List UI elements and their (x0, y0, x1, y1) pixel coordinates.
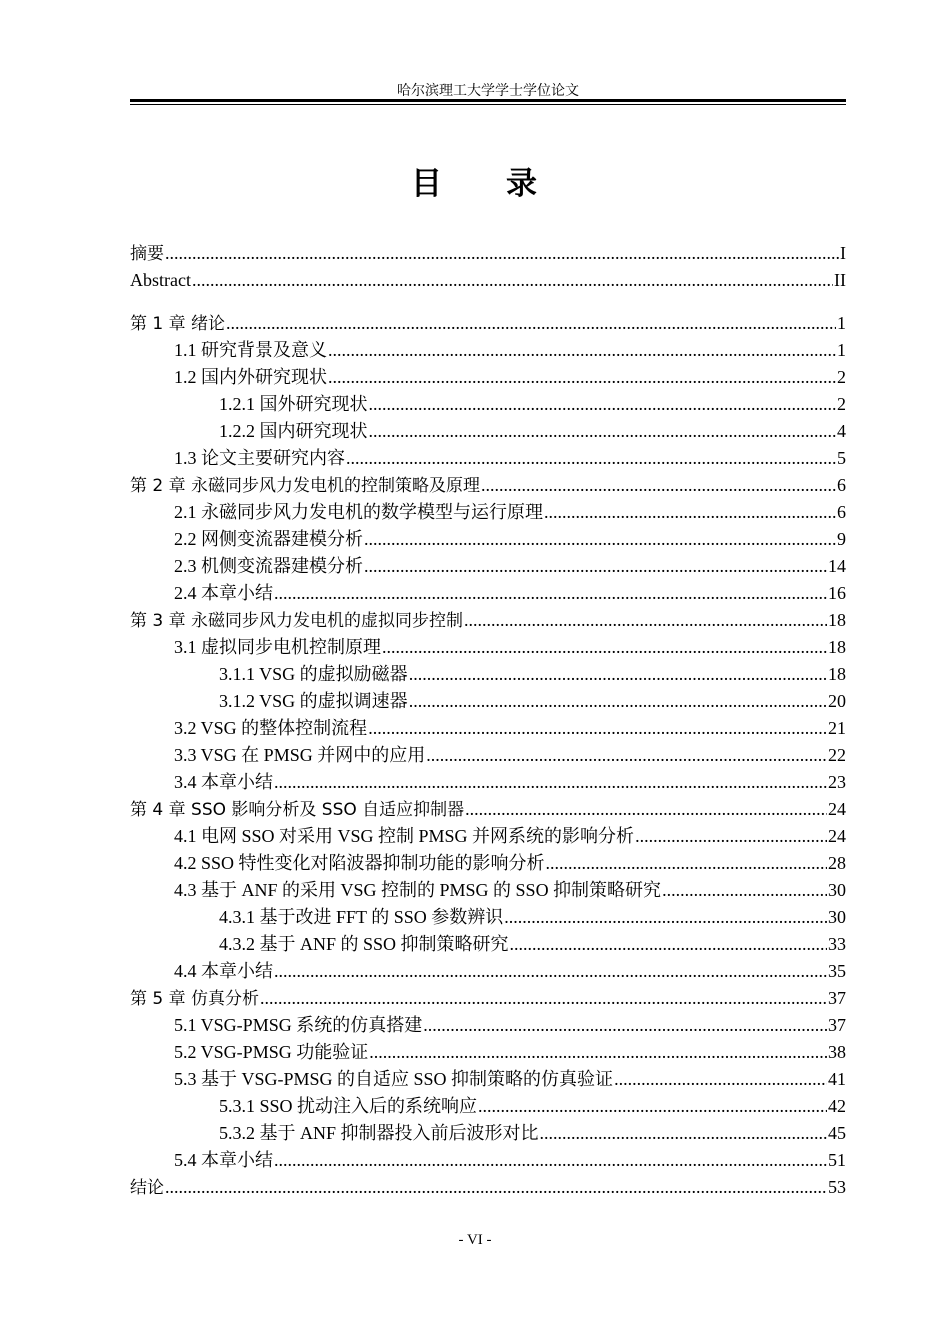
toc-entry-page: 1 (837, 340, 846, 360)
dot-leader (165, 240, 839, 267)
toc-entry[interactable] (130, 499, 846, 526)
toc-entry-page: 18 (828, 610, 846, 630)
toc-entry[interactable] (130, 310, 846, 337)
front-matter-list (130, 240, 846, 294)
dot-leader (546, 850, 827, 877)
toc-entry-page: 2 (837, 394, 846, 414)
dot-leader (423, 1012, 827, 1039)
dot-leader (464, 607, 827, 634)
toc-entry-page: 41 (828, 1069, 846, 1089)
toc-entry-page: 28 (828, 853, 846, 873)
toc-entry-title: 3.1.1 VSG 的虚拟励磁器 (219, 664, 408, 684)
toc-entry-title: 5.4 本章小结 (174, 1150, 273, 1170)
toc-entry-title: 4.4 本章小结 (174, 961, 273, 981)
toc-entry[interactable] (130, 391, 846, 418)
toc-entry[interactable] (130, 715, 846, 742)
dot-leader (274, 580, 827, 607)
dot-leader (192, 267, 833, 294)
dot-leader (481, 472, 836, 499)
toc-entry-page: 35 (828, 961, 846, 981)
dot-leader (368, 715, 827, 742)
dot-leader (226, 310, 836, 337)
toc-entry[interactable] (130, 688, 846, 715)
dot-leader (409, 661, 827, 688)
toc-entry-title: 2.2 网侧变流器建模分析 (174, 529, 363, 549)
dot-leader (369, 418, 837, 445)
toc-entry-page: 51 (828, 1150, 846, 1170)
toc-entry-title: 3.3 VSG 在 PMSG 并网中的应用 (174, 745, 426, 765)
dot-leader (544, 499, 836, 526)
toc-entry[interactable] (130, 472, 846, 499)
toc-entry-title: 1.2 国内外研究现状 (174, 367, 327, 387)
toc-entry-title: 第 2 章 永磁同步风力发电机的控制策略及原理 (130, 476, 481, 496)
toc-entry-page: 33 (828, 934, 846, 954)
toc-entry-page: 4 (837, 421, 846, 441)
dot-leader (364, 526, 836, 553)
page-header: 哈尔滨理工大学学士学位论文 (397, 84, 579, 99)
toc-entry-title: 5.2 VSG-PMSG 功能验证 (174, 1042, 369, 1062)
dot-leader (540, 1120, 827, 1147)
toc-entry-title: 5.1 VSG-PMSG 系统的仿真搭建 (174, 1015, 423, 1035)
toc-entry-title: 第 4 章 SSO 影响分析及 SSO 自适应抑制器 (130, 800, 465, 820)
toc-entry[interactable] (130, 1039, 846, 1066)
dot-leader (465, 796, 827, 823)
toc-entry-title: 4.1 电网 SSO 对采用 VSG 控制 PMSG 并网系统的影响分析 (174, 826, 635, 846)
toc-entry-title: 4.3.2 基于 ANF 的 SSO 抑制策略研究 (219, 934, 509, 954)
toc-entry-page: 45 (828, 1123, 846, 1143)
toc-entry[interactable] (130, 742, 846, 769)
dot-leader (635, 823, 827, 850)
toc-entry-title: Abstract (130, 270, 191, 290)
dot-leader (364, 553, 827, 580)
toc-entry-page: 18 (828, 664, 846, 684)
toc-entry-title: 第 1 章 绪论 (130, 314, 226, 334)
toc-entry[interactable] (130, 1093, 846, 1120)
toc-entry-page: II (834, 270, 846, 290)
toc-entry-page: 14 (828, 556, 846, 576)
dot-leader (369, 391, 837, 418)
toc-entry-title: 1.2.2 国内研究现状 (219, 421, 368, 441)
toc-entry-page: 38 (828, 1042, 846, 1062)
toc-entry-title: 2.3 机侧变流器建模分析 (174, 556, 363, 576)
toc-entry-page: 23 (828, 772, 846, 792)
toc-entry-title: 5.3.2 基于 ANF 抑制器投入前后波形对比 (219, 1123, 539, 1143)
dot-leader (382, 634, 827, 661)
toc-entry-page: 5 (837, 448, 846, 468)
toc-entry[interactable] (130, 769, 846, 796)
dot-leader (369, 1039, 827, 1066)
table-of-contents (130, 240, 846, 1201)
toc-entry-page: 22 (828, 745, 846, 765)
dot-leader (328, 364, 836, 391)
toc-entry-page: 30 (828, 880, 846, 900)
toc-entry[interactable] (130, 958, 846, 985)
toc-entry[interactable] (130, 1147, 846, 1174)
dot-leader (510, 931, 827, 958)
toc-entry-title: 摘要 (130, 244, 164, 264)
toc-entry-page: 24 (828, 799, 846, 819)
toc-entry-title: 5.3.1 SSO 扰动注入后的系统响应 (219, 1096, 478, 1116)
toc-entry[interactable] (130, 877, 846, 904)
toc-entry-title: 1.1 研究背景及意义 (174, 340, 327, 360)
toc-entry-page: 6 (837, 475, 846, 495)
dot-leader (260, 985, 827, 1012)
toc-entry-page: 37 (828, 988, 846, 1008)
toc-entry[interactable] (130, 796, 846, 823)
toc-entry[interactable] (130, 661, 846, 688)
toc-entry[interactable] (130, 1012, 846, 1039)
dot-leader (274, 769, 827, 796)
toc-entry-page: 42 (828, 1096, 846, 1116)
toc-entry-title: 4.3 基于 ANF 的采用 VSG 控制的 PMSG 的 SSO 抑制策略研究 (174, 880, 662, 900)
toc-entry-title: 结论 (130, 1178, 164, 1198)
dot-leader (426, 742, 827, 769)
toc-entry[interactable] (130, 526, 846, 553)
dot-leader (504, 904, 827, 931)
toc-entry-page: 9 (837, 529, 846, 549)
toc-entry[interactable] (130, 553, 846, 580)
toc-entry[interactable] (130, 823, 846, 850)
toc-entry-page: 53 (828, 1177, 846, 1197)
toc-entries-list (130, 310, 846, 1201)
header-rule-thick (130, 99, 846, 102)
dot-leader (662, 877, 827, 904)
toc-entry-page: I (840, 243, 846, 263)
toc-entry[interactable] (130, 445, 846, 472)
toc-entry-page: 21 (828, 718, 846, 738)
toc-entry-title: 5.3 基于 VSG-PMSG 的自适应 SSO 抑制策略的仿真验证 (174, 1069, 614, 1089)
toc-entry[interactable] (130, 1174, 846, 1201)
toc-entry-title: 4.3.1 基于改进 FFT 的 SSO 参数辨识 (219, 907, 504, 927)
toc-entry-page: 37 (828, 1015, 846, 1035)
toc-entry[interactable] (130, 337, 846, 364)
dot-leader (165, 1174, 827, 1201)
dot-leader (614, 1066, 827, 1093)
toc-entry-title: 3.2 VSG 的整体控制流程 (174, 718, 368, 738)
dot-leader (274, 1147, 827, 1174)
toc-entry[interactable] (130, 267, 846, 294)
toc-title (0, 158, 950, 203)
toc-entry-page: 24 (828, 826, 846, 846)
toc-entry-title: 4.2 SSO 特性变化对陷波器抑制功能的影响分析 (174, 853, 545, 873)
toc-entry-title: 3.1.2 VSG 的虚拟调速器 (219, 691, 408, 711)
toc-entry-title: 2.1 永磁同步风力发电机的数学模型与运行原理 (174, 502, 543, 522)
toc-title-char-1: 目 (411, 166, 444, 202)
toc-entry-title: 1.2.1 国外研究现状 (219, 394, 368, 414)
toc-entry-page: 2 (837, 367, 846, 387)
toc-entry[interactable] (130, 418, 846, 445)
toc-entry[interactable] (130, 240, 846, 267)
toc-entry-page: 1 (837, 313, 846, 333)
toc-entry-page: 6 (837, 502, 846, 522)
page-number: - VI - (458, 1232, 492, 1248)
toc-entry-title: 2.4 本章小结 (174, 583, 273, 603)
toc-entry[interactable] (130, 931, 846, 958)
toc-entry-title: 3.4 本章小结 (174, 772, 273, 792)
toc-title-char-2: 录 (506, 166, 539, 202)
dot-leader (346, 445, 836, 472)
toc-entry[interactable] (130, 1066, 846, 1093)
dot-leader (328, 337, 836, 364)
toc-entry-title: 1.3 论文主要研究内容 (174, 448, 345, 468)
toc-entry[interactable] (130, 364, 846, 391)
toc-entry-page: 30 (828, 907, 846, 927)
toc-entry[interactable] (130, 1120, 846, 1147)
toc-entry[interactable] (130, 850, 846, 877)
toc-entry-title: 3.1 虚拟同步电机控制原理 (174, 637, 381, 657)
toc-entry[interactable] (130, 634, 846, 661)
toc-gap (130, 294, 846, 310)
dot-leader (274, 958, 827, 985)
toc-entry-page: 18 (828, 637, 846, 657)
toc-entry-page: 16 (828, 583, 846, 603)
toc-entry[interactable] (130, 607, 846, 634)
dot-leader (409, 688, 827, 715)
toc-entry[interactable] (130, 985, 846, 1012)
header-rule-thin (130, 104, 846, 105)
dot-leader (478, 1093, 827, 1120)
toc-entry-title: 第 3 章 永磁同步风力发电机的虚拟同步控制 (130, 611, 464, 631)
toc-entry[interactable] (130, 580, 846, 607)
toc-entry[interactable] (130, 904, 846, 931)
toc-entry-title: 第 5 章 仿真分析 (130, 989, 260, 1009)
toc-entry-page: 20 (828, 691, 846, 711)
